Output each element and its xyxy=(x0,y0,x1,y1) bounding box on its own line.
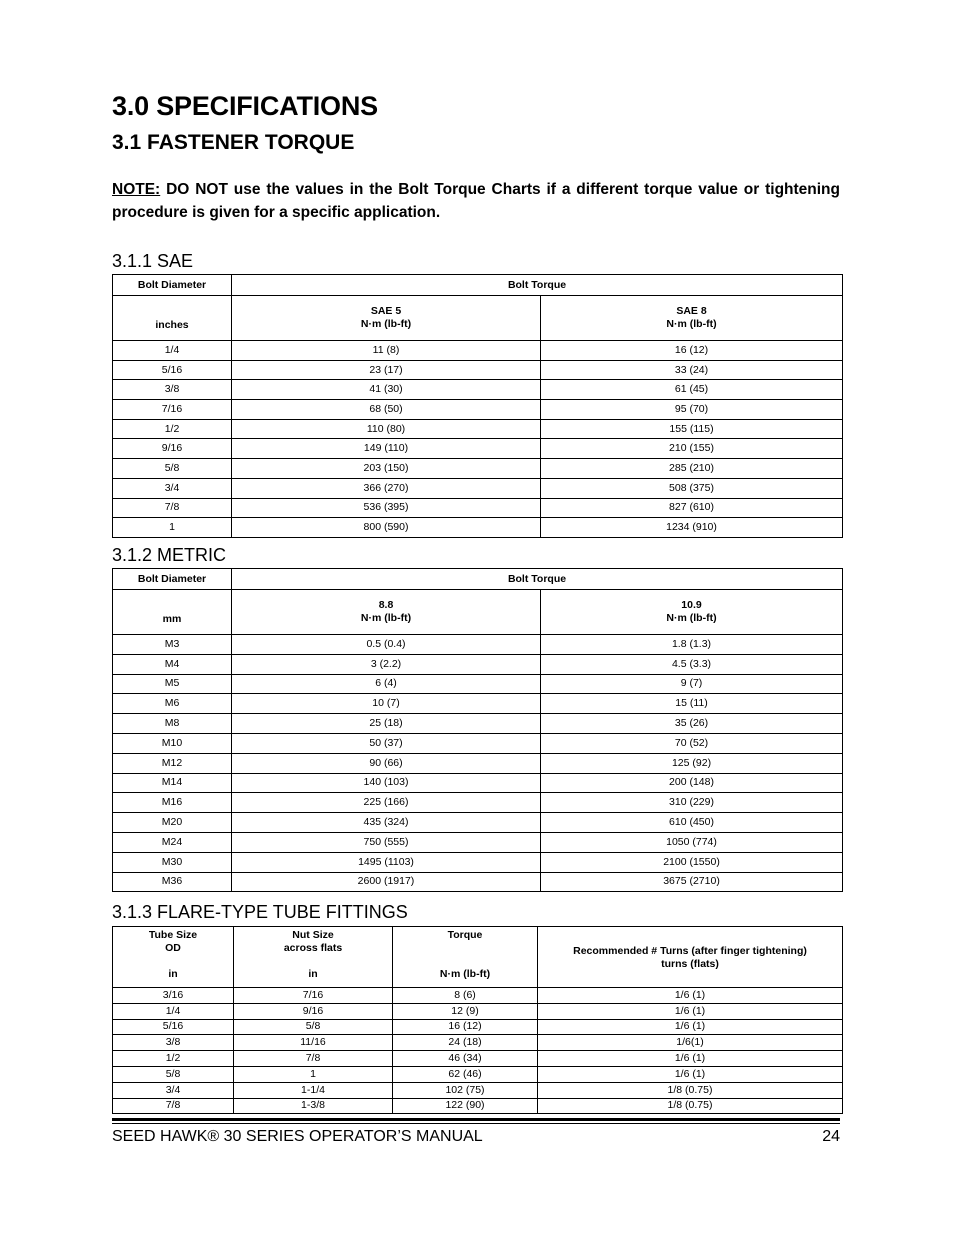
table-cell: 9/16 xyxy=(113,439,232,459)
table-cell: 610 (450) xyxy=(541,813,843,833)
table-cell: M12 xyxy=(113,753,232,773)
table-row xyxy=(113,1066,843,1082)
table-cell: 1/6 (1) xyxy=(538,1019,843,1035)
table-row xyxy=(113,793,843,813)
table-cell: 2600 (1917) xyxy=(232,872,541,892)
table-row xyxy=(113,674,843,694)
table-cell: 6 (4) xyxy=(232,674,541,694)
table-cell: 1495 (1103) xyxy=(232,852,541,872)
table-cell: M10 xyxy=(113,733,232,753)
metric-grade-109-unit: N·m (lb-ft) xyxy=(666,612,717,624)
table-row xyxy=(113,1051,843,1067)
table-row xyxy=(113,694,843,714)
table-cell: 203 (150) xyxy=(232,459,541,479)
table-cell: 366 (270) xyxy=(232,478,541,498)
table-cell: 70 (52) xyxy=(541,733,843,753)
table-cell: 285 (210) xyxy=(541,459,843,479)
table-cell: 7/8 xyxy=(113,498,232,518)
table-cell: 10 (7) xyxy=(232,694,541,714)
table-cell: 3 (2.2) xyxy=(232,654,541,674)
table-row xyxy=(113,654,843,674)
table-row xyxy=(113,498,843,518)
section-heading-fastener-torque: 3.1 FASTENER TORQUE xyxy=(112,131,355,154)
table-cell: 1/4 xyxy=(113,341,232,361)
flare-col-turns xyxy=(538,927,843,988)
table-cell: 1/8 (0.75) xyxy=(538,1098,843,1114)
sae-unit: inches xyxy=(113,296,232,341)
footer-page-number: 24 xyxy=(822,1128,840,1145)
table-row xyxy=(113,518,843,538)
table-cell: 1 xyxy=(113,518,232,538)
sae-grade-5-unit: N·m (lb-ft) xyxy=(360,318,412,330)
table-cell: 102 (75) xyxy=(393,1082,538,1098)
table-cell: 0.5 (0.4) xyxy=(232,635,541,655)
table-cell: 5/8 xyxy=(113,459,232,479)
spacer xyxy=(236,955,390,968)
metric-col-diameter: Bolt Diameter xyxy=(113,569,232,590)
table-cell: M4 xyxy=(113,654,232,674)
footer-rule-thin xyxy=(112,1123,840,1124)
table-cell: 1.8 (1.3) xyxy=(541,635,843,655)
table-cell: M6 xyxy=(113,694,232,714)
table-cell: 16 (12) xyxy=(393,1019,538,1035)
table-cell: 41 (30) xyxy=(232,380,541,400)
table-cell: 4.5 (3.3) xyxy=(541,654,843,674)
flare-col-nut-size-label: Nut Size xyxy=(292,929,334,941)
table-cell: 5/16 xyxy=(113,1019,234,1035)
table-cell: 68 (50) xyxy=(232,400,541,420)
table-cell: 9/16 xyxy=(234,1003,393,1019)
table-cell: 225 (166) xyxy=(232,793,541,813)
table-row xyxy=(113,813,843,833)
table-cell: 1/2 xyxy=(113,419,232,439)
metric-grade-88-header xyxy=(232,590,541,635)
table-cell: 25 (18) xyxy=(232,714,541,734)
table-cell: 1/6 (1) xyxy=(538,1051,843,1067)
table-cell: 1050 (774) xyxy=(541,832,843,852)
flare-col-tube-size xyxy=(113,927,234,988)
section-heading-flare-fittings: 3.1.3 FLARE-TYPE TUBE FITTINGS xyxy=(112,902,408,922)
flare-col-tube-size-od: OD xyxy=(165,942,181,954)
table-cell: 310 (229) xyxy=(541,793,843,813)
table-cell: 1/6 (1) xyxy=(538,1066,843,1082)
table-cell: 3675 (2710) xyxy=(541,872,843,892)
flare-col-torque-unit: N·m (lb-ft) xyxy=(439,968,491,980)
table-row xyxy=(113,400,843,420)
table-cell: 3/8 xyxy=(113,1035,234,1051)
table-cell: 435 (324) xyxy=(232,813,541,833)
metric-grade-88-label: 8.8 xyxy=(378,599,394,611)
table-cell: 9 (7) xyxy=(541,674,843,694)
spacer xyxy=(395,942,535,968)
table-cell: 5/8 xyxy=(234,1019,393,1035)
table-cell: 536 (395) xyxy=(232,498,541,518)
table-cell: M36 xyxy=(113,872,232,892)
table-row xyxy=(113,1035,843,1051)
table-cell: 750 (555) xyxy=(232,832,541,852)
table-cell: 200 (148) xyxy=(541,773,843,793)
table-cell: 1/6(1) xyxy=(538,1035,843,1051)
table-cell: 1-3/8 xyxy=(234,1098,393,1114)
table-row xyxy=(113,1082,843,1098)
table-row xyxy=(113,635,843,655)
table-cell: 1/6 (1) xyxy=(538,1003,843,1019)
table-row xyxy=(113,852,843,872)
table-row xyxy=(113,459,843,479)
table-cell: M20 xyxy=(113,813,232,833)
table-cell: 122 (90) xyxy=(393,1098,538,1114)
table-row xyxy=(113,733,843,753)
footer-rule-thick xyxy=(112,1118,840,1121)
table-row xyxy=(113,478,843,498)
page-title: 3.0 SPECIFICATIONS xyxy=(112,91,378,121)
table-cell: 800 (590) xyxy=(232,518,541,538)
sae-grade-5-header xyxy=(232,296,541,341)
table-cell: 155 (115) xyxy=(541,419,843,439)
metric-col-torque: Bolt Torque xyxy=(232,569,843,590)
table-cell: 33 (24) xyxy=(541,360,843,380)
table-cell: 140 (103) xyxy=(232,773,541,793)
flare-col-nut-size-flats: across flats xyxy=(283,942,343,954)
table-cell: 46 (34) xyxy=(393,1051,538,1067)
table-cell: 61 (45) xyxy=(541,380,843,400)
flare-col-nut-size xyxy=(234,927,393,988)
table-cell: M24 xyxy=(113,832,232,852)
table-cell: M3 xyxy=(113,635,232,655)
table-cell: 7/16 xyxy=(113,400,232,420)
table-cell: 125 (92) xyxy=(541,753,843,773)
flare-col-nut-size-unit: in xyxy=(308,968,318,980)
table-cell: 1234 (910) xyxy=(541,518,843,538)
table-cell: 90 (66) xyxy=(232,753,541,773)
sae-grade-8-header xyxy=(541,296,843,341)
flare-col-turns-label: Recommended # Turns (after finger tightening) xyxy=(573,945,807,957)
table-cell: 7/16 xyxy=(234,988,393,1004)
table-cell: 110 (80) xyxy=(232,419,541,439)
table-cell: 1/6 (1) xyxy=(538,988,843,1004)
table-cell: 210 (155) xyxy=(541,439,843,459)
flare-col-tube-size-unit: in xyxy=(168,968,178,980)
table-row xyxy=(113,714,843,734)
table-cell: 827 (610) xyxy=(541,498,843,518)
table-cell: M5 xyxy=(113,674,232,694)
table-cell: 3/16 xyxy=(113,988,234,1004)
table-row xyxy=(113,380,843,400)
metric-grade-109-header xyxy=(541,590,843,635)
metric-grade-88-unit: N·m (lb-ft) xyxy=(360,612,412,624)
table-cell: 11/16 xyxy=(234,1035,393,1051)
table-row xyxy=(113,1098,843,1114)
table-cell: 508 (375) xyxy=(541,478,843,498)
table-cell: 1 xyxy=(234,1066,393,1082)
flare-col-turns-unit: turns (flats) xyxy=(661,958,719,970)
table-row xyxy=(113,360,843,380)
flare-fittings-table xyxy=(112,926,843,1114)
table-cell: 5/16 xyxy=(113,360,232,380)
sae-grade-8-unit: N·m (lb-ft) xyxy=(666,318,717,330)
table-cell: 24 (18) xyxy=(393,1035,538,1051)
table-row xyxy=(113,419,843,439)
metric-torque-table xyxy=(112,568,843,892)
spacer xyxy=(115,955,231,968)
table-row xyxy=(113,872,843,892)
table-cell: 3/4 xyxy=(113,1082,234,1098)
table-row xyxy=(113,988,843,1004)
sae-col-diameter: Bolt Diameter xyxy=(113,275,232,296)
sae-torque-table xyxy=(112,274,843,538)
table-cell: 11 (8) xyxy=(232,341,541,361)
table-cell: 12 (9) xyxy=(393,1003,538,1019)
table-row xyxy=(113,832,843,852)
table-cell: 5/8 xyxy=(113,1066,234,1082)
table-cell: M16 xyxy=(113,793,232,813)
flare-col-torque-label: Torque xyxy=(447,929,483,941)
table-cell: M30 xyxy=(113,852,232,872)
table-row xyxy=(113,439,843,459)
table-cell: 15 (11) xyxy=(541,694,843,714)
table-cell: 35 (26) xyxy=(541,714,843,734)
table-row xyxy=(113,1003,843,1019)
table-cell: 16 (12) xyxy=(541,341,843,361)
flare-col-tube-size-label: Tube Size xyxy=(148,929,198,941)
table-cell: 1-1/4 xyxy=(234,1082,393,1098)
table-row xyxy=(113,753,843,773)
table-cell: M14 xyxy=(113,773,232,793)
table-cell: 3/8 xyxy=(113,380,232,400)
table-row xyxy=(113,341,843,361)
table-cell: 23 (17) xyxy=(232,360,541,380)
table-cell: M8 xyxy=(113,714,232,734)
sae-grade-5-label: SAE 5 xyxy=(370,305,402,317)
table-cell: 50 (37) xyxy=(232,733,541,753)
table-cell: 95 (70) xyxy=(541,400,843,420)
section-heading-sae: 3.1.1 SAE xyxy=(112,251,194,271)
table-cell: 62 (46) xyxy=(393,1066,538,1082)
table-cell: 2100 (1550) xyxy=(541,852,843,872)
metric-unit: mm xyxy=(113,590,232,635)
table-cell: 1/4 xyxy=(113,1003,234,1019)
metric-grade-109-label: 10.9 xyxy=(681,599,702,611)
table-cell: 149 (110) xyxy=(232,439,541,459)
note-text: DO NOT use the values in the Bolt Torque Charts if a different torque value or tightening procedure is given for a specific application. xyxy=(112,181,840,221)
table-cell: 3/4 xyxy=(113,478,232,498)
table-row xyxy=(113,773,843,793)
sae-col-torque: Bolt Torque xyxy=(232,275,843,296)
table-cell: 8 (6) xyxy=(393,988,538,1004)
sae-grade-8-label: SAE 8 xyxy=(676,305,707,317)
table-cell: 7/8 xyxy=(113,1098,234,1114)
table-row xyxy=(113,1019,843,1035)
section-heading-metric: 3.1.2 METRIC xyxy=(112,545,227,565)
footer-manual-title: SEED HAWK® 30 SERIES OPERATOR’S MANUAL xyxy=(112,1128,483,1145)
note-label: NOTE: xyxy=(112,181,161,198)
table-cell: 1/8 (0.75) xyxy=(538,1082,843,1098)
table-cell: 7/8 xyxy=(234,1051,393,1067)
note-paragraph xyxy=(112,178,840,224)
table-cell: 1/2 xyxy=(113,1051,234,1067)
flare-col-torque xyxy=(393,927,538,988)
